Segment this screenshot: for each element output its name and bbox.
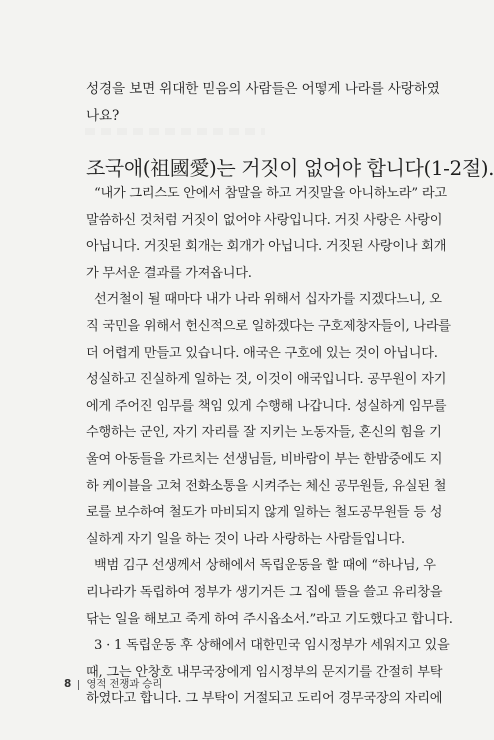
show-through-artifact — [85, 128, 265, 135]
body-line: 아닙니다. 거짓된 회개는 회개가 아닙니다. 거짓된 사랑이나 회개 — [86, 239, 447, 255]
body-line: 성실하고 진실하게 일하는 것, 이것이 애국입니다. 공무원이 자기 — [86, 372, 447, 388]
body-line: 실하게 자기 일을 하는 것이 나라 사랑하는 사람들입니다. — [86, 531, 405, 547]
body-line: 리나라가 독립하여 정부가 생기거든 그 집에 뜰을 쓸고 유리창을 — [86, 584, 443, 600]
body-line: 백범 김구 선생께서 상해에서 독립운동을 할 때에 “하나님, 우 — [94, 558, 436, 574]
question-line-2: 나요? — [86, 108, 120, 124]
question-line-1: 성경을 보면 위대한 믿음의 사람들은 어떻게 나라를 사랑하였 — [86, 81, 440, 97]
body-line: 더 어렵게 만들고 있습니다. 애국은 구호에 있는 것이 아닙니다. — [86, 345, 438, 361]
body-line: 하였다고 합니다. 그 부탁이 거절되고 도리어 경무국장의 자리에 — [86, 691, 443, 707]
section-heading: 조국애(祖國愛)는 거짓이 없어야 합니다(1-2절). — [86, 156, 494, 180]
body-text — [86, 181, 453, 713]
body-line: 선거철이 될 때마다 내가 나라 위해서 십자가를 지겠다느니, 오 — [94, 292, 442, 308]
running-title: 영적 전쟁과 승리 — [86, 678, 163, 690]
body-line: 3 · 1 독립운동 후 상해에서 대한민국 임시정부가 세워지고 있을 — [94, 638, 450, 654]
body-line: “내가 그리스도 안에서 참말을 하고 거짓말을 아니하노라” 라고 — [94, 186, 447, 201]
page-footer — [64, 676, 162, 692]
body-line: 에게 주어진 임무를 책임 있게 수행해 나갑니다. 성실하게 임무를 — [86, 398, 447, 414]
body-line: 가 무서운 결과를 가져옵니다. — [86, 265, 252, 281]
question-text — [86, 76, 440, 136]
footer-separator — [78, 680, 79, 690]
body-line: 로를 보수하여 철도가 마비되지 않게 일하는 철도공무원들 등 성 — [86, 505, 443, 521]
body-line: 수행하는 군인, 자기 자리를 잘 지키는 노동자들, 혼신의 힘을 기 — [86, 425, 442, 441]
body-line: 닦는 일을 해보고 죽게 하여 주시옵소서.”라고 기도했다고 합니다. — [86, 611, 453, 627]
body-line: 말씀하신 것처럼 거짓이 없어야 사랑입니다. 거짓 사랑은 사랑이 — [86, 212, 443, 228]
body-line: 때, 그는 안창호 내무국장에게 임시정부의 문지기를 간절히 부탁 — [86, 664, 443, 680]
page-number: 8 — [64, 678, 72, 690]
body-line: 하 케이블을 고쳐 전화소통을 시켜주는 체신 공무원들, 유실된 철 — [86, 478, 447, 494]
body-line: 직 국민을 위해서 헌신적으로 일하겠다는 구호제창자들이, 나라를 — [86, 318, 451, 334]
body-line: 울여 아동들을 가르치는 선생님들, 비바람이 부는 한밤중에도 지 — [86, 451, 443, 467]
